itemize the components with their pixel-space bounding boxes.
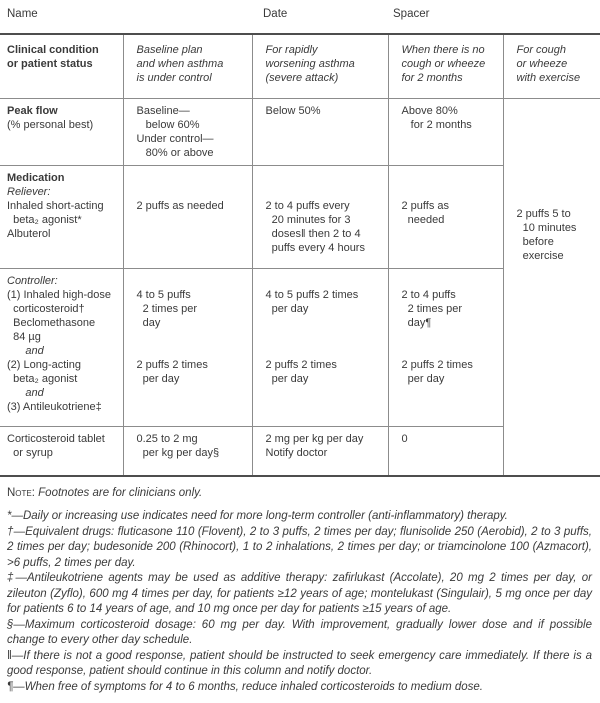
cell-text-line: Above 80% xyxy=(401,104,458,117)
spacer-label: Spacer xyxy=(393,8,430,20)
cell-text-line xyxy=(137,330,248,344)
cell-text-line: per day xyxy=(136,372,180,385)
cell-text-line: corticosteroid† xyxy=(7,302,85,315)
cell-corticosteroid-tablet-worsening xyxy=(252,426,388,476)
cell-text-line: (severe attack) xyxy=(265,72,339,84)
cell-medication-reliever-condition xyxy=(0,165,123,268)
cell-text-line xyxy=(402,330,499,344)
cell-peak-flow-condition xyxy=(0,98,123,165)
cell-text-line: 2 to 4 puffs xyxy=(401,288,456,301)
cell-controller-condition xyxy=(0,268,123,426)
cell-controller-no-symptoms xyxy=(388,268,503,426)
cell-text-line: Clinical condition xyxy=(7,44,99,56)
asthma-care-plan-table xyxy=(0,33,600,477)
cell-peak-flow-no-symptoms xyxy=(388,98,503,165)
cell-text-line: 2 mg per kg per day xyxy=(265,432,364,445)
cell-text-line: (1) Inhaled high-dose xyxy=(7,288,111,301)
cell-text-line: beta₂ agonist* xyxy=(7,213,82,226)
cell-text-line: 84 µg xyxy=(7,330,41,343)
cell-text-line xyxy=(266,171,384,185)
footnote-6: ¶—When free of symptoms for 4 to 6 months, reduce inhaled corticosteroids to medium dose. xyxy=(7,680,483,693)
cell-text-line: before xyxy=(516,235,554,248)
cell-text-line: doses‖ then 2 to 4 xyxy=(265,227,361,240)
cell-text-line: and xyxy=(7,344,44,357)
cell-text-line: 2 to 4 puffs every xyxy=(265,199,350,212)
cell-text-line: Controller: xyxy=(7,274,58,287)
cell-text-line: beta₂ agonist xyxy=(7,372,78,385)
cell-text-line: For rapidly xyxy=(265,44,318,56)
cell-text-line xyxy=(266,316,384,330)
cell-text-line: Albuterol xyxy=(7,227,51,240)
cell-text-line: per kg per day§ xyxy=(136,446,220,459)
cell-peak-flow-worsening xyxy=(252,98,388,165)
note-text: Footnotes are for clinicians only. xyxy=(38,487,203,499)
cell-text-line xyxy=(137,274,248,288)
cell-text-line: 2 times per xyxy=(136,302,198,315)
cell-header-no-symptoms xyxy=(388,34,503,98)
cell-text-line: Inhaled short-acting xyxy=(7,199,104,212)
cell-text-line xyxy=(402,171,499,185)
cell-text-line: day¶ xyxy=(401,316,432,329)
cell-text-line: 2 puffs 5 to xyxy=(516,207,571,220)
cell-corticosteroid-tablet-baseline xyxy=(123,426,252,476)
form-fill-labels xyxy=(0,0,600,33)
cell-text-line: below 60% xyxy=(136,118,200,131)
cell-text-line: for 2 months xyxy=(401,118,472,131)
cell-header-baseline xyxy=(123,34,252,98)
cell-text-line: When there is no xyxy=(401,44,485,56)
cell-text-line: 2 puffs 2 times xyxy=(136,358,208,371)
cell-medication-reliever-no-symptoms xyxy=(388,165,503,268)
date-label: Date xyxy=(263,8,288,20)
cell-text-line xyxy=(402,274,499,288)
cell-text-line: worsening asthma xyxy=(265,58,355,70)
cell-text-line: or patient status xyxy=(7,58,93,70)
cell-text-line xyxy=(137,344,248,358)
cell-text-line: Baseline plan xyxy=(136,44,203,56)
cell-text-line: puffs every 4 hours xyxy=(265,241,365,254)
cell-text-line: (2) Long-acting xyxy=(7,358,81,371)
cell-text-line: or syrup xyxy=(7,446,53,459)
cell-corticosteroid-tablet-condition xyxy=(0,426,123,476)
cell-medication-reliever-worsening xyxy=(252,165,388,268)
footnotes-block xyxy=(0,509,600,695)
cell-text-line: cough or wheeze xyxy=(401,58,486,70)
cell-text-line: day xyxy=(136,316,161,329)
footnote-1: *—Daily or increasing use indicates need for more long-term controller (anti-inflammatory) therapy. xyxy=(7,510,508,522)
cell-text-line: Peak flow xyxy=(7,104,58,117)
cell-text-line: needed xyxy=(401,213,445,226)
cell-text-line: exercise xyxy=(516,249,564,262)
cell-header-worsening xyxy=(252,34,388,98)
row-peak-flow xyxy=(0,98,600,165)
cell-text-line xyxy=(402,344,499,358)
footnote-4: §—Maximum corticosteroid dosage: 60 mg per day. With improvement, gradually lower dose and if possible change to every other day schedule. xyxy=(7,618,592,646)
cell-text-line xyxy=(137,185,248,199)
cell-text-line xyxy=(266,344,384,358)
cell-text-line: Medication xyxy=(7,171,65,184)
cell-text-line: and when asthma xyxy=(136,58,224,70)
footnote-3: ‡—Antileukotriene agents may be used as additive therapy: zafirlukast (Accolate), 20 mg 2 times per day, or zileuton (Zyflo), 600 mg 4 times per day, for patients ≥12 years of age; montelukast (Singulair), 5 mg once per day for patients 6 to 14 years of age, and 10 mg once per day for patients ≥15 years of age. xyxy=(7,572,592,615)
cell-peak-flow-exercise xyxy=(503,98,600,476)
cell-header-exercise xyxy=(503,34,600,98)
cell-controller-baseline xyxy=(123,268,252,426)
cell-text-line: Baseline— xyxy=(136,104,190,117)
name-label: Name xyxy=(7,8,38,20)
note-line xyxy=(7,486,593,501)
cell-text-line: per day xyxy=(265,302,309,315)
cell-text-line: Corticosteroid tablet xyxy=(7,432,105,445)
cell-text-line: 4 to 5 puffs xyxy=(136,288,191,301)
cell-header-condition xyxy=(0,34,123,98)
row-header xyxy=(0,34,600,98)
cell-text-line: 20 minutes for 3 xyxy=(265,213,351,226)
cell-text-line: Beclomethasone xyxy=(7,316,96,329)
cell-peak-flow-baseline xyxy=(123,98,252,165)
cell-text-line: 2 puffs as needed xyxy=(136,199,224,212)
cell-text-line xyxy=(266,330,384,344)
cell-text-line: (3) Antileukotriene‡ xyxy=(7,400,102,413)
cell-text-line xyxy=(402,185,499,199)
cell-text-line: Notify doctor xyxy=(265,446,328,459)
cell-text-line: is under control xyxy=(136,72,212,84)
cell-text-line xyxy=(266,274,384,288)
cell-corticosteroid-tablet-no-symptoms xyxy=(388,426,503,476)
cell-text-line: Below 50% xyxy=(265,104,321,117)
cell-text-line: 0 xyxy=(401,432,408,445)
cell-text-line: and xyxy=(7,386,44,399)
cell-text-line: 2 puffs 2 times xyxy=(265,358,337,371)
cell-text-line: with exercise xyxy=(516,72,581,84)
cell-text-line: (% personal best) xyxy=(7,118,94,131)
note-label: Note: xyxy=(7,487,35,499)
footnote-5: ‖—If there is not a good response, patient should be instructed to seek emergency care immediately. If there is a good response, patient should continue in this column and notify doctor. xyxy=(7,649,592,677)
cell-text-line: 2 times per xyxy=(401,302,463,315)
cell-text-line: 0.25 to 2 mg xyxy=(136,432,198,445)
cell-text-line: Under control— xyxy=(136,132,214,145)
cell-text-line: 10 minutes xyxy=(516,221,577,234)
cell-text-line: per day xyxy=(401,372,445,385)
footnote-2: †—Equivalent drugs: fluticasone 110 (Flovent), 2 to 3 puffs, 2 times per day; flunisolide 250 (Aerobid), 2 to 3 puffs, 2 times per day; budesonide 200 (Rhinocort), 1 to 2 inhalations, 2 times per day; or triamcinolone 100 (Azmacort), >6 puffs, 2 times per day. xyxy=(7,525,592,569)
cell-text-line xyxy=(266,185,384,199)
cell-text-line: 80% or above xyxy=(136,146,214,159)
cell-text-line: 4 to 5 puffs 2 times xyxy=(265,288,359,301)
cell-text-line: Reliever: xyxy=(7,185,51,198)
cell-text-line: per day xyxy=(265,372,309,385)
cell-text-line xyxy=(137,171,248,185)
cell-controller-worsening xyxy=(252,268,388,426)
cell-text-line: 2 puffs as xyxy=(401,199,449,212)
cell-medication-reliever-baseline xyxy=(123,165,252,268)
cell-text-line: or wheeze xyxy=(516,58,568,70)
cell-text-line: 2 puffs 2 times xyxy=(401,358,473,371)
cell-text-line: for 2 months xyxy=(401,72,463,84)
cell-text-line: For cough xyxy=(516,44,567,56)
